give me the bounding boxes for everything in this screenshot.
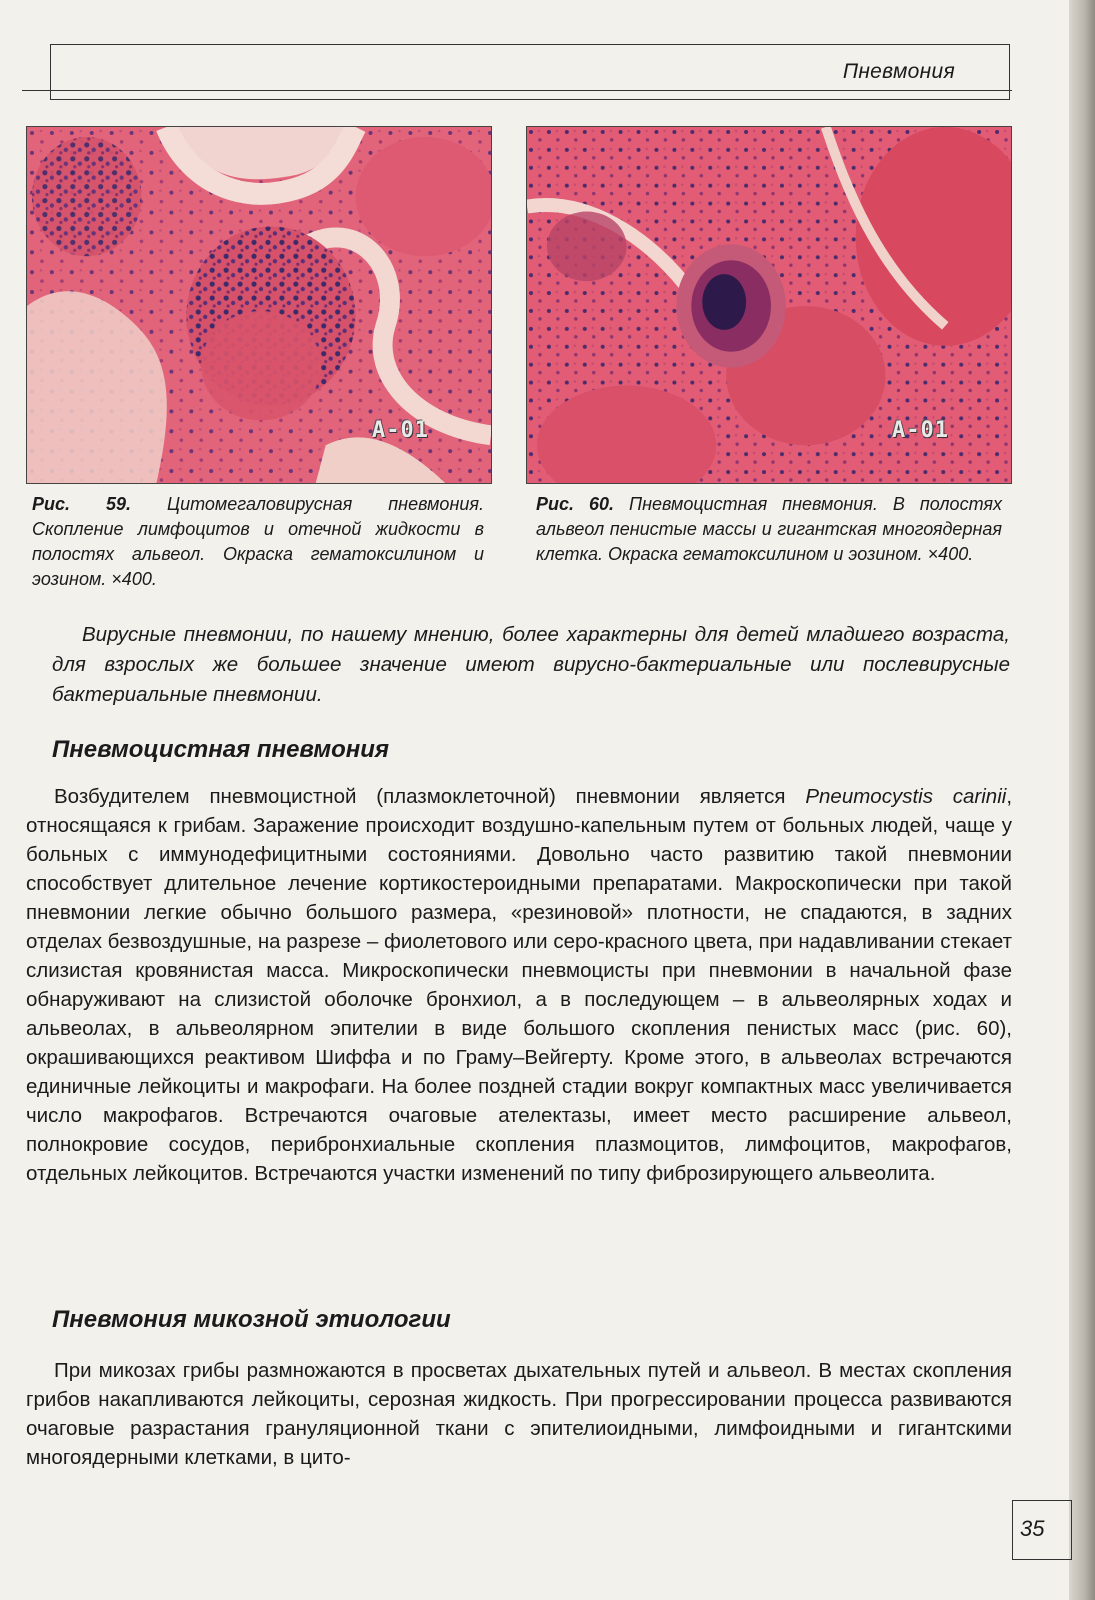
micrograph-stamp: A-01 bbox=[372, 418, 429, 443]
organism-name: Pneumocystis carinii bbox=[805, 785, 1007, 808]
figure-59-micrograph bbox=[26, 126, 492, 484]
figure-60-caption bbox=[536, 492, 1002, 567]
paragraph-text-start: Возбудителем пневмоцистной (плазмоклеточной) пневмонии является bbox=[54, 785, 786, 808]
paragraph-text-rest: , относящаяся к грибам. Заражение происходит воздушно-капельным путем от больных людей, чаще у больных с иммунодефицитными состояниями. Довольно часто развитию такой пневмонии способствует длительное лечение кортикостероидными препаратами. Макроскопически при такой пневмонии легкие обычно большого размера, «резиновой» плотности, не спадаются, в задних отделах безвоздушные, на разрезе – фиолетового или серо-красного цвета, при надавливании стекает слизистая кровянистая масса. Микроскопически пневмоцисты при пневмонии в начальной фазе обнаруживают на слизистой оболочке бронхиол, а в последующем – в альвеолярных ходах и альвеолах, в альвеолярном эпителии в виде большого скопления пенистых масс (рис. 60), окрашивающихся реактивом Шиффа и по Граму–Вейгерту. Кроме этого, в альвеолах встречаются единичные лейкоциты и макрофаги. На более поздней стадии вокруг компактных масс увеличивается число макрофагов. Встречаются очаговые ателектазы, имеет место расширение альвеол, полнокровие сосудов, перибронхиальные скопления плазмоцитов, лимфоцитов, макрофагов, отдельных лейкоцитов. Встречаются участки изменений по типу фиброзирующего альвеолита. bbox=[26, 785, 1013, 1185]
section-paragraph-mycotic: При микозах грибы размножаются в просветах дыхательных путей и альвеол. В местах скопления грибов накапливаются лейкоциты, серозная жидкость. При прогрессировании процесса развиваются очаговые разрастания грануляционной ткани с эпителиоидными, лимфоидными и гигантскими многоядерными клетками, в цито- bbox=[26, 1359, 1012, 1469]
header-rule bbox=[22, 90, 1012, 91]
section-heading-mycotic: Пневмония микозной этиологии bbox=[52, 1306, 451, 1333]
page-number: 35 bbox=[1020, 1516, 1045, 1541]
section-paragraph-pneumocystis bbox=[26, 782, 1012, 1188]
figure-59-caption-text: Цитомегаловирусная пневмония. Скопление лимфоцитов и отечной жидкости в полостях альвеол. Окраска гематоксилином и эозином. ×400. bbox=[32, 494, 484, 589]
micrograph-stamp: A-01 bbox=[892, 418, 949, 443]
running-header-title: Пневмония bbox=[842, 60, 955, 83]
figure-60-micrograph bbox=[526, 126, 1012, 484]
intro-paragraph: Вирусные пневмонии, по нашему мнению, более характерны для детей младшего возраста, для взрослых же большее значение имеют вирусно-бактериальные или послевирусные бактериальные пневмонии. bbox=[52, 623, 1010, 706]
figure-59-label: Рис. 59. bbox=[32, 494, 132, 514]
page-edge-shadow bbox=[1069, 0, 1095, 1600]
section-heading-pneumocystis: Пневмоцистная пневмония bbox=[52, 736, 390, 763]
figure-60-caption-text: Пневмоцистная пневмония. В полостях альвеол пенистые массы и гигантская многоядерная клетка. Окраска гематоксилином и эозином. ×400. bbox=[536, 494, 1002, 564]
figure-59-caption bbox=[32, 492, 484, 592]
figure-60-label: Рис. 60. bbox=[536, 494, 615, 514]
